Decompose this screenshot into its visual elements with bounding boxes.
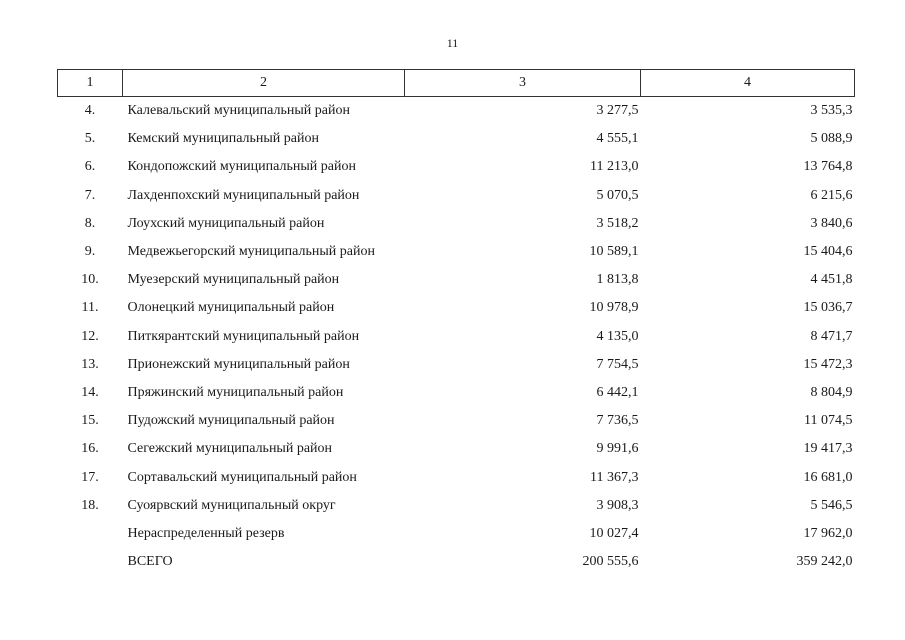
- row-value-col4: 4 451,8: [810, 272, 853, 288]
- row-name: Муезерский муниципальный район: [127, 272, 340, 288]
- table-row: [58, 379, 855, 407]
- row-value-col4: 5 546,5: [810, 497, 853, 513]
- row-value-col4: 8 471,7: [810, 328, 853, 344]
- header-row: [58, 70, 855, 97]
- row-number: 16.: [81, 441, 99, 457]
- row-name: Лоухский муниципальный район: [127, 215, 325, 231]
- row-name: Олонецкий муниципальный район: [127, 300, 335, 316]
- page-number: 11: [446, 36, 459, 50]
- column-header-4: 4: [641, 70, 855, 97]
- row-value-col4: 15 404,6: [803, 244, 853, 260]
- row-number: 9.: [84, 244, 96, 260]
- row-value-col3: 6 442,1: [596, 384, 639, 400]
- row-value-col4: 15 036,7: [803, 300, 853, 316]
- table-header: [58, 70, 855, 97]
- row-value-col3: 10 027,4: [589, 525, 639, 541]
- row-value-col3: 3 908,3: [596, 497, 639, 513]
- row-value-col3: 4 135,0: [596, 328, 639, 344]
- row-name: Пряжинский муниципальный район: [127, 384, 344, 400]
- row-value-col4: 19 417,3: [803, 441, 853, 457]
- row-number: 6.: [84, 159, 96, 175]
- row-value-col3: 7 754,5: [596, 356, 639, 372]
- table-row: [58, 492, 855, 520]
- row-number: 10.: [81, 272, 99, 288]
- row-number: 18.: [81, 497, 99, 513]
- table-row: [58, 210, 855, 238]
- row-value-col3: 11 213,0: [590, 159, 639, 175]
- table-row: [58, 97, 855, 126]
- row-name: Кемский муниципальный район: [127, 131, 319, 147]
- table-row: [58, 238, 855, 266]
- row-name: Медвежьегорский муниципальный район: [127, 244, 375, 260]
- row-number: 11.: [81, 300, 99, 316]
- row-value-col4: 3 535,3: [810, 103, 853, 119]
- row-value-col3: 9 991,6: [596, 441, 639, 457]
- row-value-col4: 15 472,3: [803, 356, 853, 372]
- row-value-col4: 8 804,9: [810, 384, 853, 400]
- row-number: 7.: [84, 187, 96, 203]
- row-value-col3: 4 555,1: [596, 131, 639, 147]
- row-name: Сортавальский муниципальный район: [127, 469, 357, 485]
- row-number: 15.: [81, 413, 99, 429]
- row-value-col3: 1 813,8: [596, 272, 639, 288]
- table-row: [58, 435, 855, 463]
- row-name: Нераспределенный резерв: [127, 525, 285, 541]
- table-row: [58, 351, 855, 379]
- row-number: [58, 520, 123, 548]
- row-name: Пудожский муниципальный район: [127, 413, 335, 429]
- row-value-col4: 11 074,5: [804, 413, 853, 429]
- table-row: [58, 294, 855, 322]
- row-value-col3: 11 367,3: [590, 469, 639, 485]
- row-value-col3: 7 736,5: [596, 413, 639, 429]
- row-value-col3: 3 277,5: [596, 103, 639, 119]
- budget-table: [57, 69, 855, 576]
- row-value-col3: 3 518,2: [596, 215, 639, 231]
- row-value-col4: 6 215,6: [810, 187, 853, 203]
- table-row: [58, 463, 855, 491]
- column-header-3: 3: [405, 70, 641, 97]
- column-header-2: 2: [123, 70, 405, 97]
- row-value-col4: 16 681,0: [803, 469, 853, 485]
- table-row: [58, 548, 855, 576]
- table-row: [58, 323, 855, 351]
- row-value-col4: 359 242,0: [796, 554, 853, 570]
- table-row: [58, 125, 855, 153]
- row-value-col3: 5 070,5: [596, 187, 639, 203]
- row-value-col3: 10 589,1: [589, 244, 639, 260]
- row-number: 4.: [84, 103, 96, 119]
- row-name: Прионежский муниципальный район: [127, 356, 350, 372]
- row-value-col4: 13 764,8: [803, 159, 853, 175]
- row-name: Кондопожский муниципальный район: [127, 159, 356, 175]
- row-number: 8.: [84, 215, 96, 231]
- row-value-col4: 5 088,9: [810, 131, 853, 147]
- table-row: [58, 407, 855, 435]
- row-name: Калевальский муниципальный район: [127, 103, 350, 119]
- row-name: Сегежский муниципальный район: [127, 441, 333, 457]
- row-number: [58, 548, 123, 576]
- row-number: 14.: [81, 384, 99, 400]
- column-header-1: 1: [58, 70, 123, 97]
- row-value-col4: 3 840,6: [810, 215, 853, 231]
- row-name: Питкярантский муниципальный район: [127, 328, 360, 344]
- row-number: 12.: [81, 328, 99, 344]
- row-value-col4: 17 962,0: [803, 525, 853, 541]
- row-number: 13.: [81, 356, 99, 372]
- row-name: Суоярвский муниципальный округ: [127, 497, 336, 513]
- row-name: ВСЕГО: [127, 554, 173, 570]
- row-value-col3: 200 555,6: [582, 554, 639, 570]
- table-body: [58, 97, 855, 577]
- table-row: [58, 182, 855, 210]
- table-row: [58, 266, 855, 294]
- row-number: 5.: [84, 131, 96, 147]
- row-name: Лахденпохский муниципальный район: [127, 187, 360, 203]
- row-value-col3: 10 978,9: [589, 300, 639, 316]
- row-number: 17.: [81, 469, 99, 485]
- table-row: [58, 520, 855, 548]
- table-row: [58, 153, 855, 181]
